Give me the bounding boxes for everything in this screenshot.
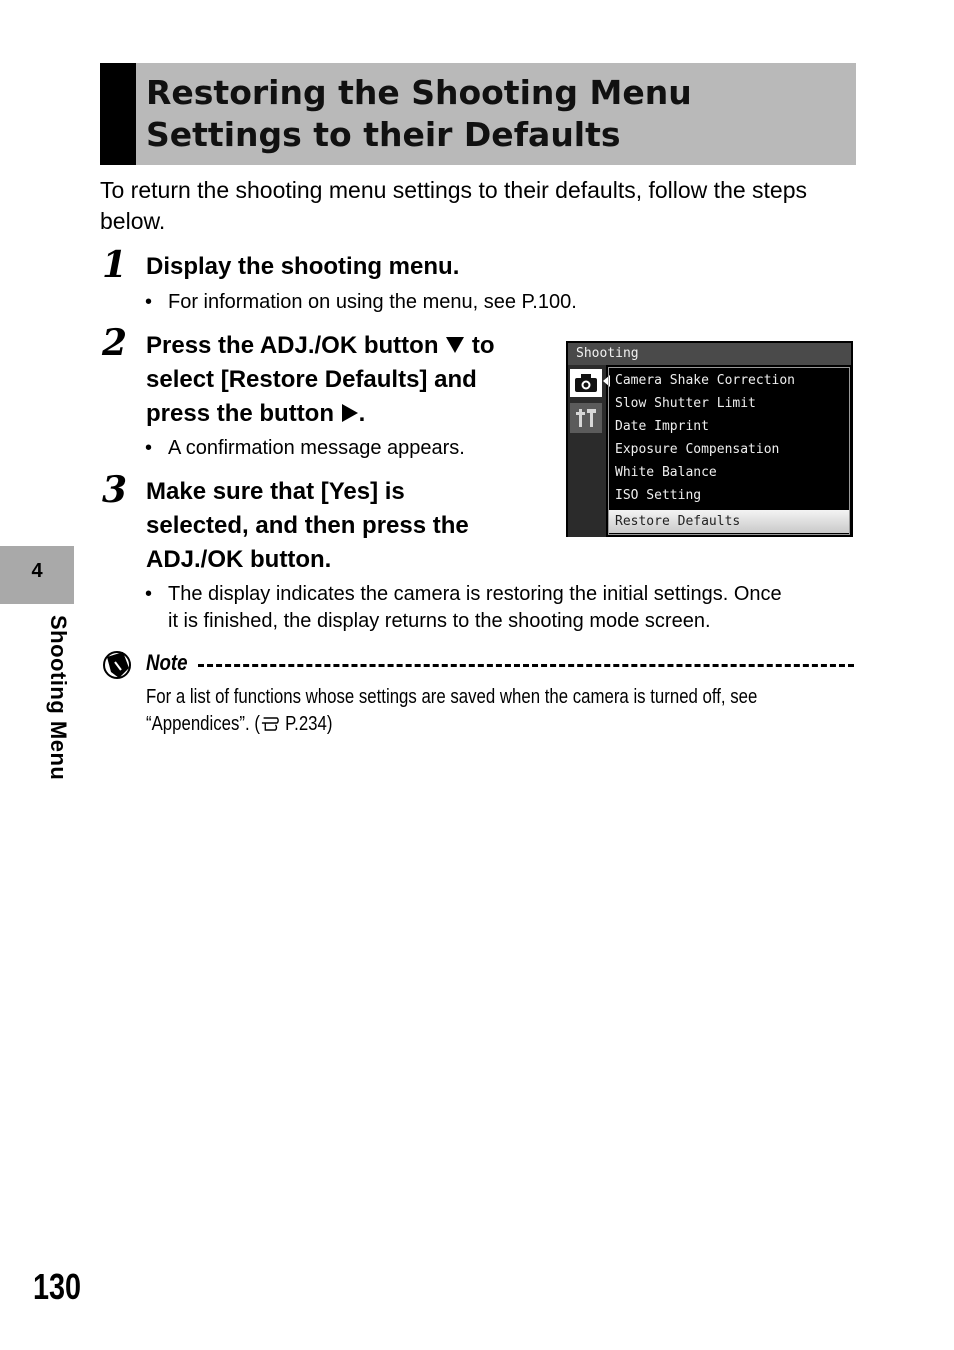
step-2-heading-line1	[146, 329, 556, 363]
bullet-dot: •	[145, 437, 153, 459]
intro-paragraph: To return the shooting menu settings to their defaults, follow the steps below.	[100, 177, 808, 234]
title-accent-block	[100, 63, 136, 165]
lcd-menu-item: Camera Shake Correction	[615, 373, 796, 388]
bullet-dot: •	[145, 583, 153, 605]
step-2-bullet	[145, 435, 465, 462]
lcd-tab-shooting	[570, 369, 602, 397]
page-number: 130	[33, 1266, 82, 1307]
page-title-line2: Settings to their Defaults	[146, 115, 621, 154]
step-2-heading-line3	[146, 397, 556, 431]
step-1-heading: Display the shooting menu.	[146, 253, 460, 280]
lcd-menu-item-selected: Restore Defaults	[609, 510, 849, 533]
note-line2-text: “Appendices”. (	[146, 713, 260, 735]
step-2-bullet-text: A confirmation message appears.	[168, 437, 465, 459]
camera-lcd-screenshot	[566, 341, 853, 537]
note-divider	[198, 664, 854, 667]
lcd-tab-setup	[570, 403, 602, 433]
step-3-heading	[146, 475, 556, 577]
wrench-icon	[570, 403, 602, 433]
lcd-menu-list	[608, 367, 850, 535]
lcd-menu-item: White Balance	[615, 465, 717, 480]
step-1-number: 1	[102, 244, 128, 286]
camera-icon	[570, 369, 602, 397]
step-1-bullet	[145, 289, 577, 316]
step-3-bullet-line1: The display indicates the camera is restoring the initial settings. Once	[168, 583, 782, 605]
note-line2	[146, 711, 818, 738]
lcd-menu-item: ISO Setting	[615, 488, 702, 503]
step-3-bullet-line2: it is finished, the display returns to the shooting mode screen.	[168, 610, 711, 632]
step-3-bullet	[145, 581, 868, 635]
step-2-heading-line2: select [Restore Defaults] and	[146, 366, 477, 393]
note-line1: For a list of functions whose settings are saved when the camera is turned off, see	[146, 686, 758, 708]
step-1-bullet-text: For information on using the menu, see P.100.	[168, 291, 577, 313]
page-title	[146, 72, 846, 156]
note-label: Note	[146, 650, 188, 675]
lcd-menu-item: Date Imprint	[615, 419, 709, 434]
chapter-label: Shooting Menu	[46, 615, 71, 781]
lcd-menu-item: Exposure Compensation	[615, 442, 780, 457]
note-page-reference: P.234)	[285, 713, 333, 735]
right-triangle-icon	[341, 403, 359, 423]
step-2-heading	[146, 329, 556, 431]
note-pen-icon	[103, 650, 131, 680]
step-3-number: 3	[102, 469, 128, 511]
step-3-heading-line3: ADJ./OK button.	[146, 546, 332, 573]
step-2-heading-line3-text: press the button	[146, 400, 341, 427]
step-2-heading-line1-text: Press the ADJ./OK button	[146, 332, 446, 359]
lcd-menu-title: Shooting	[568, 343, 851, 365]
step-3-heading-line1: Make sure that [Yes] is	[146, 478, 405, 505]
step-2-heading-line1-end: to	[465, 332, 495, 359]
pointing-hand-icon	[260, 714, 285, 732]
step-2-heading-line3-end: .	[358, 400, 366, 427]
page-title-line1: Restoring the Shooting Menu	[146, 73, 692, 112]
note-body	[146, 684, 818, 738]
step-3-heading-line2: selected, and then press the	[146, 512, 469, 539]
bullet-dot: •	[145, 291, 153, 313]
down-triangle-icon	[445, 336, 465, 354]
chapter-number: 4	[31, 560, 43, 582]
step-2-number: 2	[102, 322, 128, 364]
lcd-menu-item: Slow Shutter Limit	[615, 396, 756, 411]
